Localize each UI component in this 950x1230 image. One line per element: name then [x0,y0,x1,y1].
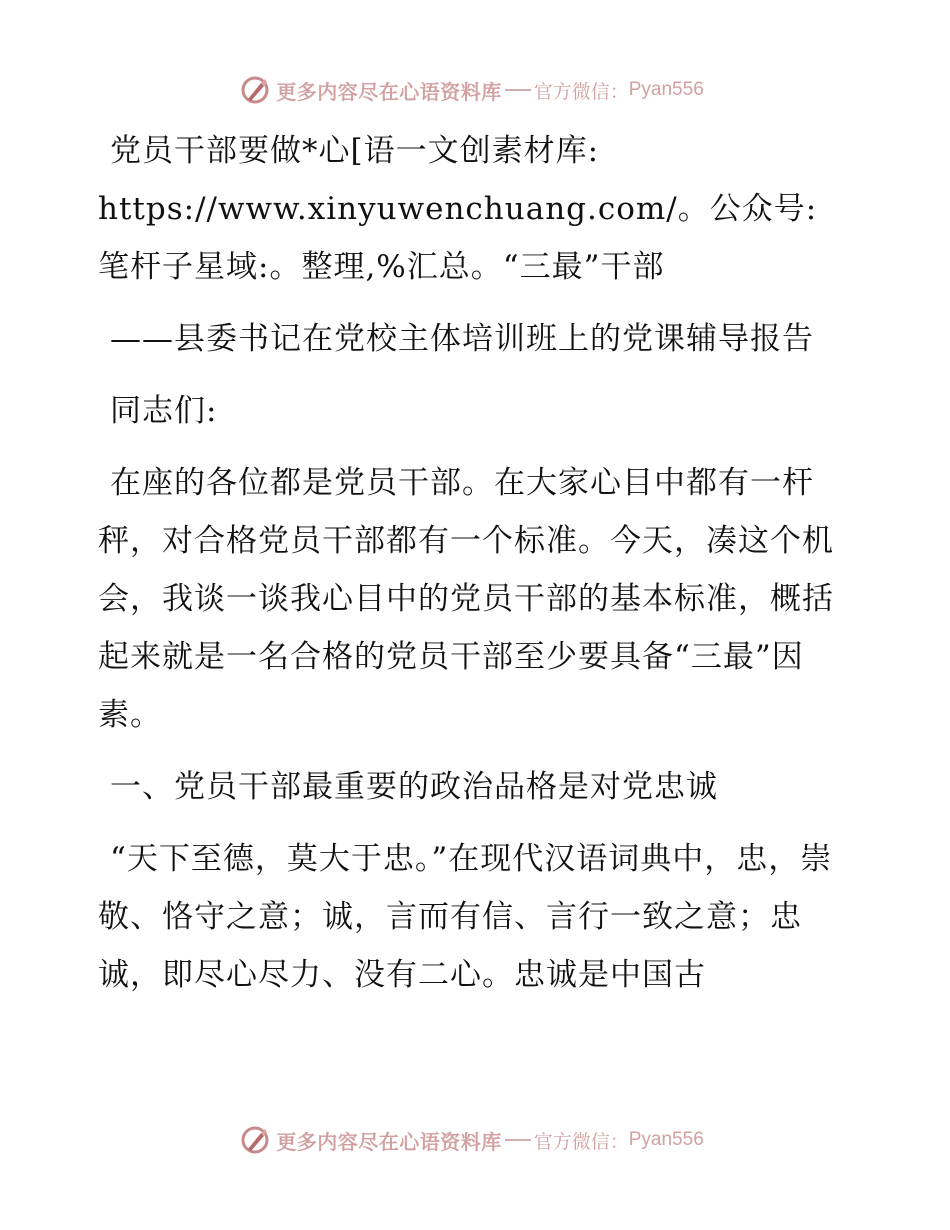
banner-main-text: 更多内容尽在心语资料库 [276,1129,502,1154]
document-body [98,122,858,1018]
banner-wechat-id: Pyan556 [628,79,704,100]
banner-divider [505,1139,531,1141]
body-paragraph: “天下至德，莫大于忠。”在现代汉语词典中，忠，崇敬、恪守之意；诚，言而有信、言行一致之意；忠诚，即尽心尽力、没有二心。忠诚是中国古 [98,841,833,993]
document-title: 党员干部要做*心[语一文创素材库: https://www.xinyuwenchuang.com/。公众号: 笔杆子星域:。整理,%汇总。“三最”干部 [98,133,818,285]
pen-logo-icon [240,1125,270,1155]
banner-divider [505,89,531,91]
banner-main-text: 更多内容尽在心语资料库 [276,79,502,104]
banner-wechat-label: 官方微信： [533,1130,629,1153]
banner-wechat-id: Pyan556 [628,1129,704,1150]
intro-paragraph: 在座的各位都是党员干部。在大家心目中都有一杆秤，对合格党员干部都有一个标准。今天，凑这个机会，我谈一谈我心目中的党员干部的基本标准，概括起来就是一名合格的党员干部至少要具备“三最”因素。 [98,465,834,733]
salutation: 同志们: [110,393,218,429]
header-banner [0,70,950,110]
footer-banner [0,1120,950,1160]
banner-wechat-label: 官方微信： [533,80,629,103]
document-subtitle: ——县委书记在党校主体培训班上的党课辅导报告 [110,321,814,357]
pen-logo-icon [240,75,270,105]
section-heading-1: 一、党员干部最重要的政治品格是对党忠诚 [110,769,718,805]
